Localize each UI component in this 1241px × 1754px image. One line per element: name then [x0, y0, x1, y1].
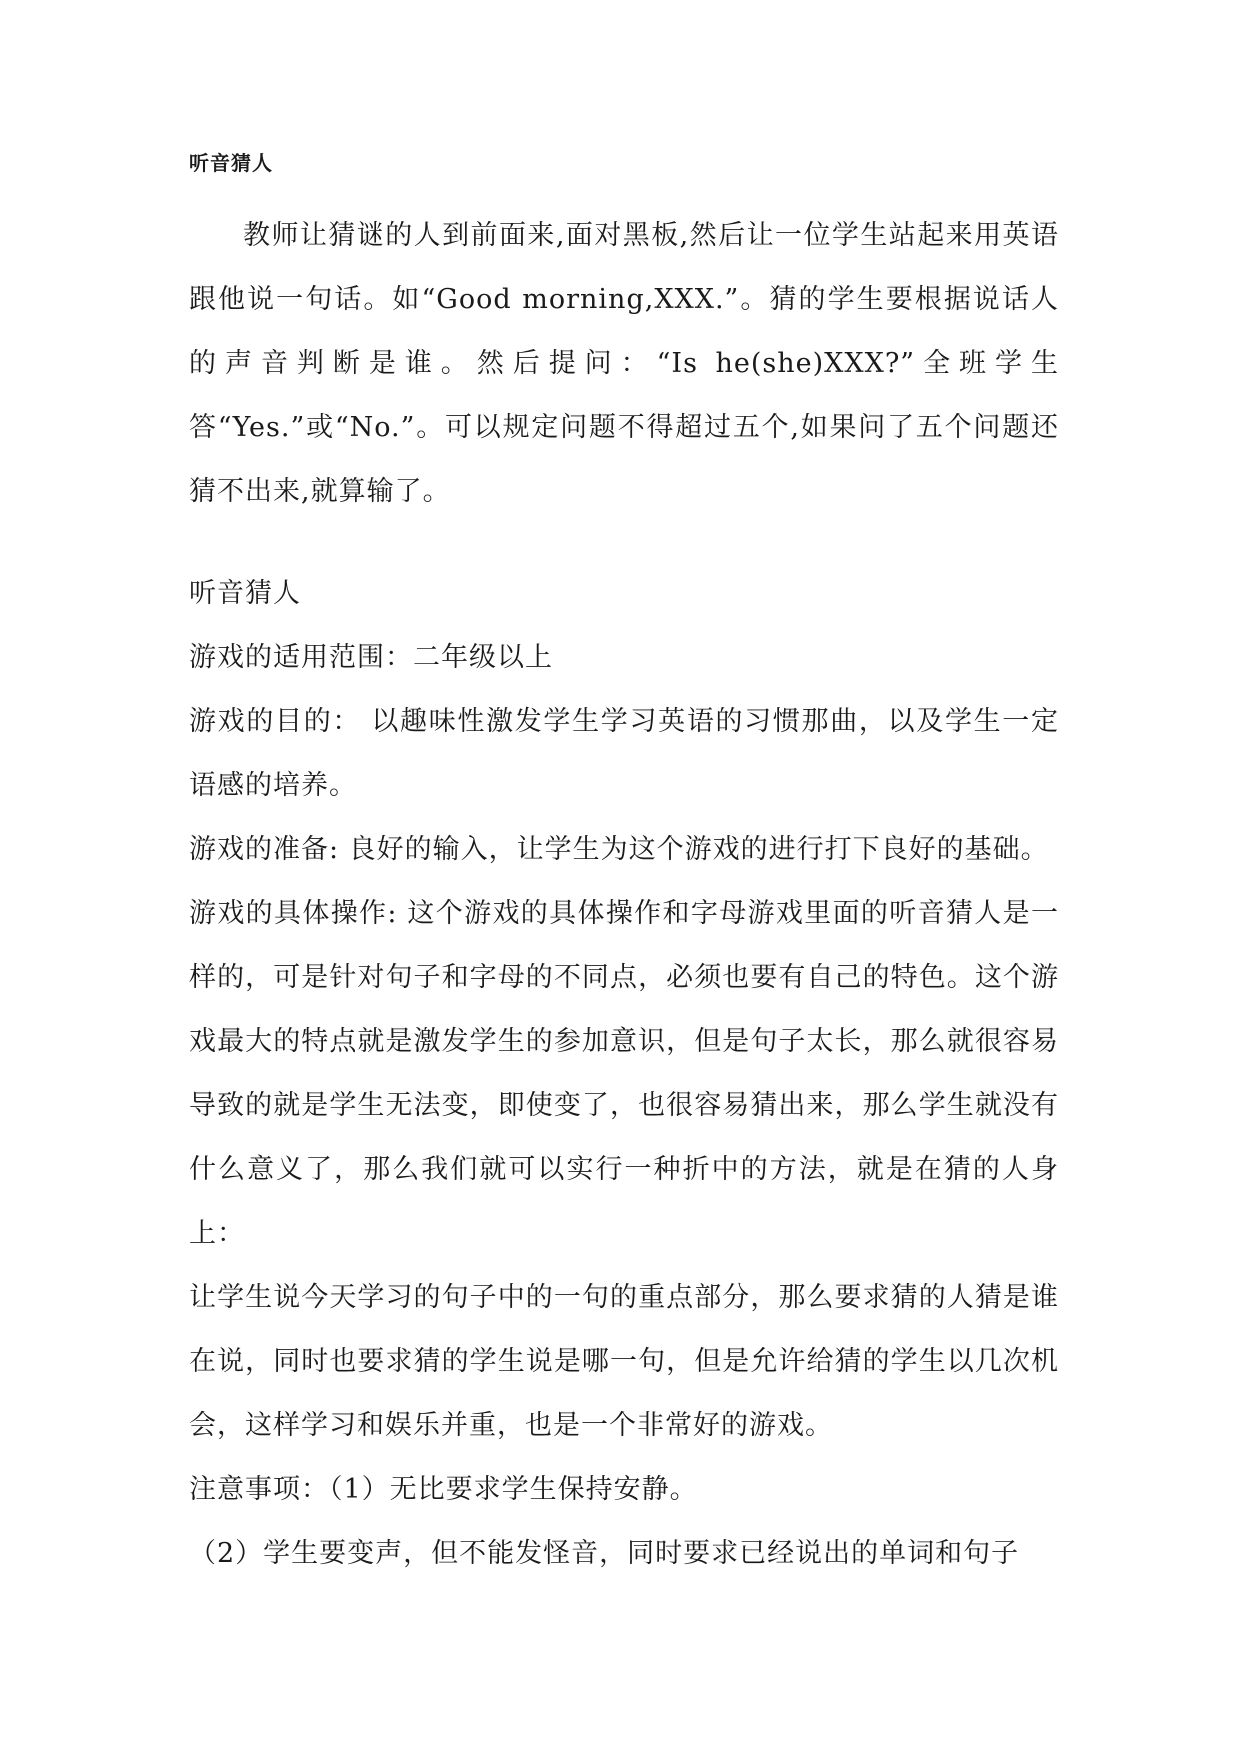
operation-paragraph: 游戏的具体操作: 这个游戏的具体操作和字母游戏里面的听音猜人是一样的，可是针对句子和字母的不同点，必须也要有自己的特色。这个游戏最大的特点就是激发学生的参加意识，但是句子太长，那么就很容易导致的就是学生无法变，即使变了，也很容易猜出来，那么学生就没有什么意义了，那么我们就可以实行一种折中的方法，就是在猜的人身上：: [189, 898, 1059, 1249]
document-heading: 听音猜人: [189, 151, 273, 175]
section-title: 听音猜人: [189, 578, 301, 609]
notes-line-1: 注意事项：（1）无比要求学生保持安静。: [189, 1474, 698, 1505]
game-section: [189, 562, 1059, 1586]
notes-line-2: （2）学生要变声，但不能发怪音，同时要求已经说出的单词和句子: [189, 1538, 1020, 1569]
intro-paragraph: 教师让猜谜的人到前面来,面对黑板,然后让一位学生站起来用英语跟他说一句话。如“Good morning,XXX.”。猜的学生要根据说话人的声音判断是谁。然后提问：“Is he(she)XXX?”全班学生答“Yes.”或“No.”。可以规定问题不得超过五个,如果问了五个问题还猜不出来,就算输了。: [189, 220, 1059, 507]
method-paragraph: 让学生说今天学习的句子中的一句的重点部分，那么要求猜的人猜是谁在说，同时也要求猜的学生说是哪一句，但是允许给猜的学生以几次机会，这样学习和娱乐并重，也是一个非常好的游戏。: [189, 1282, 1059, 1441]
document-content: [189, 148, 1059, 1586]
preparation-line: 游戏的准备: 良好的输入，让学生为这个游戏的进行打下良好的基础。: [189, 834, 1049, 865]
scope-line: 游戏的适用范围：二年级以上: [189, 642, 553, 673]
purpose-paragraph: 游戏的目的： 以趣味性激发学生学习英语的习惯那曲，以及学生一定语感的培养。: [189, 706, 1059, 801]
